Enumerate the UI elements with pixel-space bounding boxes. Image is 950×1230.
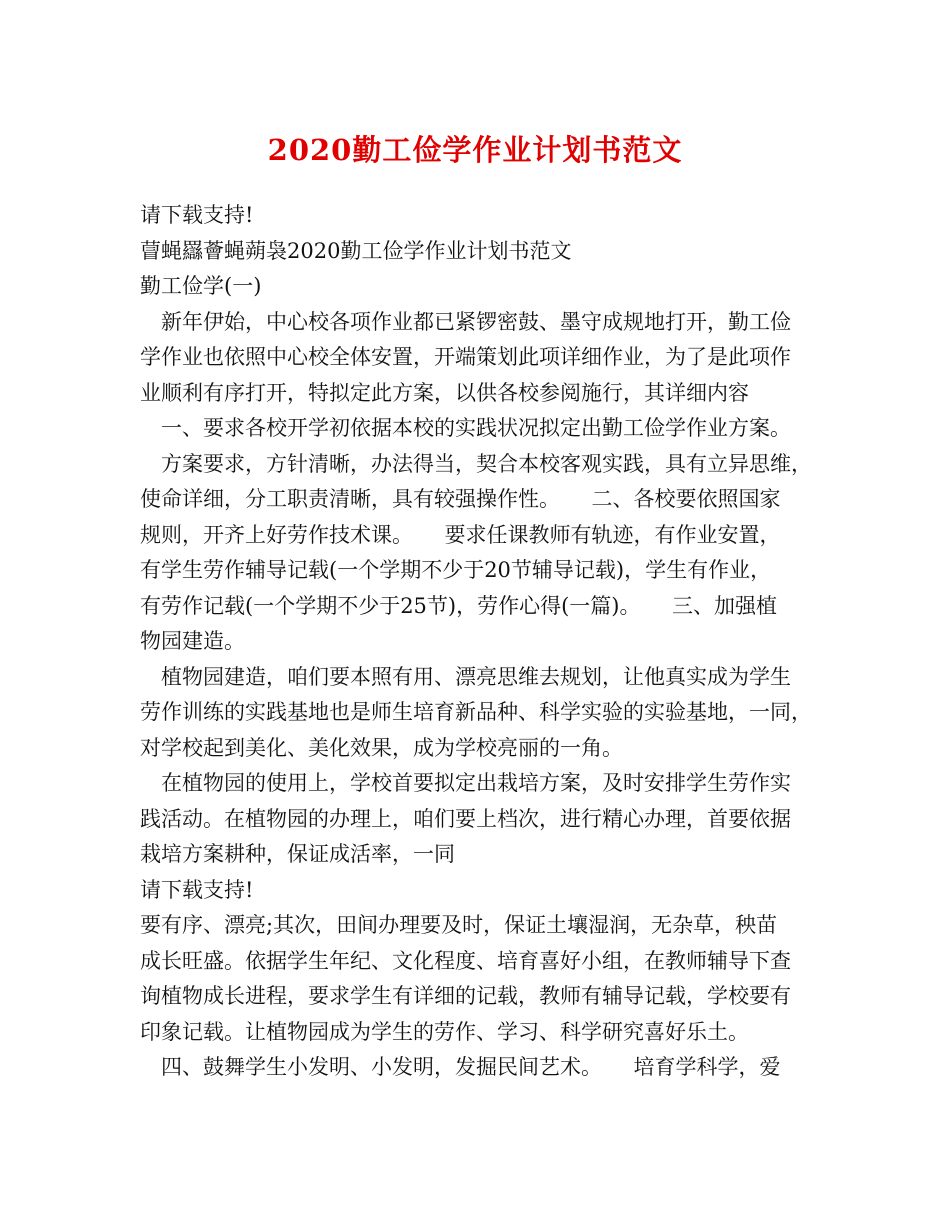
body-line: 萺蝇羉薈蝇蒴袅2020勤工俭学作业计划书范文 [140, 238, 572, 263]
body-line: 成长旺盛。依据学生年纪、文化程度、培育喜好小组，在教师辅导下查 [140, 948, 791, 973]
body-line: 请下载支持! [140, 203, 254, 227]
body-line: 在植物园的使用上，学校首要拟定出栽培方案，及时安排学生劳作实 [161, 771, 791, 795]
body-line: 劳作训练的实践基地也是师生培育新品种、科学实验的实验基地，一同， [140, 700, 812, 724]
body-line: 请下载支持! [140, 877, 254, 902]
body-line: 询植物成长进程，要求学生有详细的记载，教师有辅导记载，学校要有 [140, 984, 791, 1008]
body-line: 践活动。在植物园的办理上，咱们要上档次，进行精心办理，首要依据 [140, 806, 791, 831]
body-line: 使命详细，分工职责清晰，具有较强操作性。 二、各校要依照国家 [140, 487, 781, 511]
body-line: 业顺利有序打开，特拟定此方案，以供各校参阅施行，其详细内容 [140, 380, 749, 405]
body-line: 勤工俭学(一) [140, 274, 262, 298]
body-line: 学作业也依照中心校全体安置，开端策划此项详细作业，为了是此项作 [140, 345, 791, 369]
body-line: 新年伊始，中心校各项作业都已紧锣密鼓、墨守成规地打开，勤工俭 [161, 309, 791, 334]
body-line: 一、要求各校开学初依据本校的实践状况拟定出勤工俭学作业方案。 [161, 416, 791, 440]
body-line: 有学生劳作辅导记载(一个学期不少于20节辅导记载)，学生有作业， [140, 558, 772, 582]
document-body [140, 198, 820, 1086]
body-line: 四、鼓舞学生小发明、小发明，发掘民间艺术。 培育学科学，爱 [161, 1055, 781, 1079]
body-line: 要有序、漂亮;其次，田间办理要及时，保证土壤湿润，无杂草，秧苗 [140, 913, 778, 937]
body-line: 有劳作记载(一个学期不少于25节)，劳作心得(一篇)。 三、加强植 [140, 593, 777, 618]
body-line: 对学校起到美化、美化效果，成为学校亮丽的一角。 [140, 735, 623, 760]
body-line: 规则，开齐上好劳作技术课。 要求任课教师有轨迹，有作业安置， [140, 522, 781, 547]
body-line: 方案要求，方针清晰，办法得当，契合本校客观实践，具有立异思维， [161, 451, 812, 476]
body-line: 植物园建造，咱们要本照有用、漂亮思维去规划，让他真实成为学生 [161, 664, 791, 689]
body-line: 物园建造。 [140, 629, 245, 653]
body-line: 栽培方案耕种，保证成活率，一同 [140, 842, 455, 866]
body-line: 印象记载。让植物园成为学生的劳作、学习、科学研究喜好乐土。 [140, 1019, 749, 1044]
document-title: 2020勤工俭学作业计划书范文 [267, 133, 683, 167]
